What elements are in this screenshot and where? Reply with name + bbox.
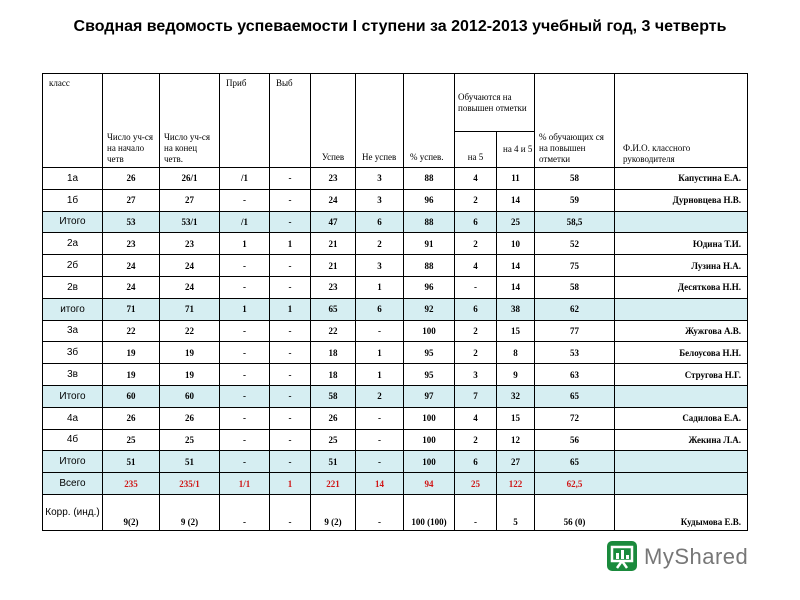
header-grade-5: на 5 [455,132,497,168]
cell-grade-5: 2 [455,429,497,451]
cell-teacher: Юдина Т.И. [615,233,748,255]
cell-class: 2б [43,255,103,277]
cell-passing: 47 [311,211,356,233]
table-row-total [43,211,748,233]
cell-left: - [270,211,311,233]
cell-not-passing: 14 [356,473,404,495]
cell-passing: 65 [311,298,356,320]
cell-teacher: Капустина Е.А. [615,168,748,190]
cell-count-start: 26 [103,168,160,190]
cell-percent-advanced: 72 [535,407,615,429]
table-row-total [43,451,748,473]
cell-left: 1 [270,233,311,255]
cell-grade-5: 6 [455,298,497,320]
cell-left: - [270,451,311,473]
cell-passing: 23 [311,276,356,298]
cell-teacher [615,298,748,320]
cell-percent-passing: 100 [404,407,455,429]
cell-passing: 26 [311,407,356,429]
cell-count-start: 24 [103,255,160,277]
cell-class: 3б [43,342,103,364]
cell-teacher: Жужгова А.В. [615,320,748,342]
cell-count-start: 22 [103,320,160,342]
cell-not-passing: - [356,451,404,473]
cell-count-end: 27 [160,189,220,211]
cell-arrived: - [220,342,270,364]
cell-grade-5: 2 [455,342,497,364]
cell-left: - [270,276,311,298]
cell-grade-5: 4 [455,255,497,277]
cell-teacher: Лузина Н.А. [615,255,748,277]
cell-percent-advanced: 58,5 [535,211,615,233]
table-row [43,429,748,451]
cell-teacher: Белоусова Н.Н. [615,342,748,364]
cell-class: 3в [43,364,103,386]
cell-arrived: - [220,189,270,211]
cell-left: - [270,429,311,451]
cell-grade-5: 25 [455,473,497,495]
cell-not-passing: 3 [356,168,404,190]
table-row [43,276,748,298]
cell-grade-5: 6 [455,451,497,473]
cell-count-end: 71 [160,298,220,320]
cell-grade-4-5: 11 [497,168,535,190]
cell-passing: 18 [311,364,356,386]
cell-arrived: 1/1 [220,473,270,495]
cell-not-passing: 6 [356,211,404,233]
cell-passing: 51 [311,451,356,473]
cell-arrived: - [220,276,270,298]
cell-arrived: - [220,255,270,277]
cell-teacher: Дурновцева Н.В. [615,189,748,211]
cell-not-passing: 1 [356,342,404,364]
cell-not-passing: 3 [356,255,404,277]
cell-grade-4-5: 38 [497,298,535,320]
cell-percent-advanced: 59 [535,189,615,211]
cell-arrived: - [220,429,270,451]
header-teacher: Ф.И.О. классного руководителя [615,74,748,168]
cell-teacher [615,385,748,407]
cell-class: Итого [43,385,103,407]
header-arrived: Приб [220,74,270,168]
cell-arrived: 1 [220,298,270,320]
cell-percent-passing: 92 [404,298,455,320]
cell-passing: 24 [311,189,356,211]
cell-percent-passing: 100 [404,451,455,473]
cell-teacher [615,451,748,473]
cell-grade-4-5: 10 [497,233,535,255]
cell-arrived: /1 [220,168,270,190]
cell-teacher: Десяткова Н.Н. [615,276,748,298]
table-row [43,233,748,255]
cell-passing: 22 [311,320,356,342]
cell-class: 2в [43,276,103,298]
cell-grade-5: 4 [455,407,497,429]
cell-grade-4-5: 9 [497,364,535,386]
header-count-start: Число уч-ся на начало четв [103,74,160,168]
table-row [43,407,748,429]
cell-count-start: 60 [103,385,160,407]
cell-left: - [270,320,311,342]
cell-percent-advanced: 62 [535,298,615,320]
cell-count-end: 25 [160,429,220,451]
cell-class: Итого [43,211,103,233]
cell-grade-4-5: 25 [497,211,535,233]
cell-grade-4-5: 5 [497,494,535,530]
cell-passing: 21 [311,255,356,277]
cell-not-passing: - [356,320,404,342]
cell-percent-passing: 100 [404,429,455,451]
cell-not-passing: 1 [356,364,404,386]
cell-count-start: 19 [103,342,160,364]
cell-count-start: 24 [103,276,160,298]
cell-count-start: 53 [103,211,160,233]
table-row [43,342,748,364]
cell-teacher: Жекина Л.А. [615,429,748,451]
cell-passing: 21 [311,233,356,255]
cell-class: Итого [43,451,103,473]
cell-grade-5: 2 [455,189,497,211]
header-left: Выб [270,74,311,168]
presentation-icon [606,540,638,572]
header-count-end: Число уч-ся на конец четв. [160,74,220,168]
cell-percent-passing: 100 (100) [404,494,455,530]
cell-grade-4-5: 32 [497,385,535,407]
cell-percent-advanced: 77 [535,320,615,342]
cell-grade-4-5: 15 [497,407,535,429]
cell-teacher [615,473,748,495]
cell-grade-4-5: 14 [497,255,535,277]
cell-percent-passing: 88 [404,168,455,190]
cell-class: Всего [43,473,103,495]
cell-class: 4б [43,429,103,451]
cell-left: 1 [270,298,311,320]
myshared-logo [606,540,766,572]
cell-arrived: - [220,320,270,342]
cell-left: - [270,407,311,429]
cell-passing: 25 [311,429,356,451]
cell-percent-passing: 94 [404,473,455,495]
cell-grade-5: 4 [455,168,497,190]
cell-passing: 18 [311,342,356,364]
cell-percent-advanced: 52 [535,233,615,255]
header-percent-passing: % успев. [404,74,455,168]
cell-left: - [270,189,311,211]
header-advanced: Обучаются на повышен отметки [455,74,535,132]
cell-percent-advanced: 53 [535,342,615,364]
cell-percent-passing: 88 [404,211,455,233]
cell-grade-4-5: 14 [497,189,535,211]
table-row-total [43,473,748,495]
cell-count-start: 71 [103,298,160,320]
table-body [43,168,748,531]
cell-passing: 58 [311,385,356,407]
cell-arrived: - [220,385,270,407]
cell-count-end: 51 [160,451,220,473]
cell-percent-passing: 96 [404,189,455,211]
cell-not-passing: 1 [356,276,404,298]
cell-left: - [270,168,311,190]
logo-text: MyShared [644,544,749,569]
cell-percent-passing: 95 [404,342,455,364]
cell-left: - [270,342,311,364]
cell-arrived: /1 [220,211,270,233]
cell-grade-4-5: 8 [497,342,535,364]
cell-left: - [270,364,311,386]
header-grade-4-5: на 4 и 5 [497,132,535,168]
cell-count-start: 27 [103,189,160,211]
cell-class: 1а [43,168,103,190]
cell-left: - [270,385,311,407]
cell-left: - [270,494,311,530]
cell-percent-passing: 88 [404,255,455,277]
cell-arrived: 1 [220,233,270,255]
cell-class: 1б [43,189,103,211]
cell-percent-advanced: 58 [535,168,615,190]
header-not-passing: Не успев [356,74,404,168]
cell-not-passing: - [356,494,404,530]
cell-percent-advanced: 58 [535,276,615,298]
table-row [43,255,748,277]
cell-left: - [270,255,311,277]
cell-arrived: - [220,407,270,429]
cell-grade-4-5: 27 [497,451,535,473]
cell-not-passing: 2 [356,233,404,255]
cell-arrived: - [220,494,270,530]
cell-grade-5: 2 [455,320,497,342]
cell-percent-advanced: 56 (0) [535,494,615,530]
header-passing: Успев [311,74,356,168]
cell-grade-4-5: 14 [497,276,535,298]
cell-grade-4-5: 122 [497,473,535,495]
cell-percent-advanced: 75 [535,255,615,277]
cell-count-start: 9(2) [103,494,160,530]
cell-count-start: 23 [103,233,160,255]
cell-passing: 9 (2) [311,494,356,530]
cell-count-start: 19 [103,364,160,386]
cell-percent-passing: 91 [404,233,455,255]
cell-count-end: 9 (2) [160,494,220,530]
cell-percent-passing: 97 [404,385,455,407]
table-row [43,364,748,386]
page-title: Сводная ведомость успеваемости I ступени за 2012-2013 учебный год, 3 четверть [73,18,727,35]
cell-teacher: Кудымова Е.В. [615,494,748,530]
cell-percent-advanced: 65 [535,385,615,407]
cell-teacher: Садилова Е.А. [615,407,748,429]
cell-arrived: - [220,364,270,386]
cell-grade-5: 7 [455,385,497,407]
cell-not-passing: 6 [356,298,404,320]
cell-percent-advanced: 63 [535,364,615,386]
cell-class: итого [43,298,103,320]
cell-grade-4-5: 12 [497,429,535,451]
cell-count-end: 24 [160,276,220,298]
cell-class: Корр. (инд.) [43,494,103,530]
cell-class: 3а [43,320,103,342]
header-percent-advanced: % обучающих ся на повышен отметки [535,74,615,168]
cell-count-end: 22 [160,320,220,342]
table-row-individual [43,494,748,530]
table-row-total [43,298,748,320]
grades-table [42,73,748,531]
cell-count-start: 25 [103,429,160,451]
table-row [43,320,748,342]
cell-count-end: 60 [160,385,220,407]
table-row-total [43,385,748,407]
cell-percent-passing: 100 [404,320,455,342]
cell-percent-advanced: 65 [535,451,615,473]
cell-count-end: 26 [160,407,220,429]
cell-passing: 23 [311,168,356,190]
cell-count-end: 26/1 [160,168,220,190]
cell-not-passing: - [356,407,404,429]
table-row [43,189,748,211]
cell-count-end: 53/1 [160,211,220,233]
cell-percent-advanced: 62,5 [535,473,615,495]
cell-left: 1 [270,473,311,495]
cell-percent-advanced: 56 [535,429,615,451]
table-row [43,168,748,190]
cell-grade-4-5: 15 [497,320,535,342]
cell-percent-passing: 96 [404,276,455,298]
cell-passing: 221 [311,473,356,495]
cell-count-start: 26 [103,407,160,429]
cell-arrived: - [220,451,270,473]
cell-count-start: 235 [103,473,160,495]
cell-not-passing: 2 [356,385,404,407]
cell-percent-passing: 95 [404,364,455,386]
cell-count-end: 19 [160,364,220,386]
cell-grade-5: 2 [455,233,497,255]
cell-count-start: 51 [103,451,160,473]
cell-count-end: 19 [160,342,220,364]
cell-not-passing: - [356,429,404,451]
cell-grade-5: - [455,494,497,530]
cell-class: 4а [43,407,103,429]
cell-grade-5: - [455,276,497,298]
cell-not-passing: 3 [356,189,404,211]
cell-grade-5: 3 [455,364,497,386]
cell-grade-5: 6 [455,211,497,233]
cell-teacher [615,211,748,233]
cell-teacher: Стругова Н.Г. [615,364,748,386]
cell-class: 2а [43,233,103,255]
header-class: класс [43,74,103,168]
cell-count-end: 24 [160,255,220,277]
cell-count-end: 235/1 [160,473,220,495]
cell-count-end: 23 [160,233,220,255]
